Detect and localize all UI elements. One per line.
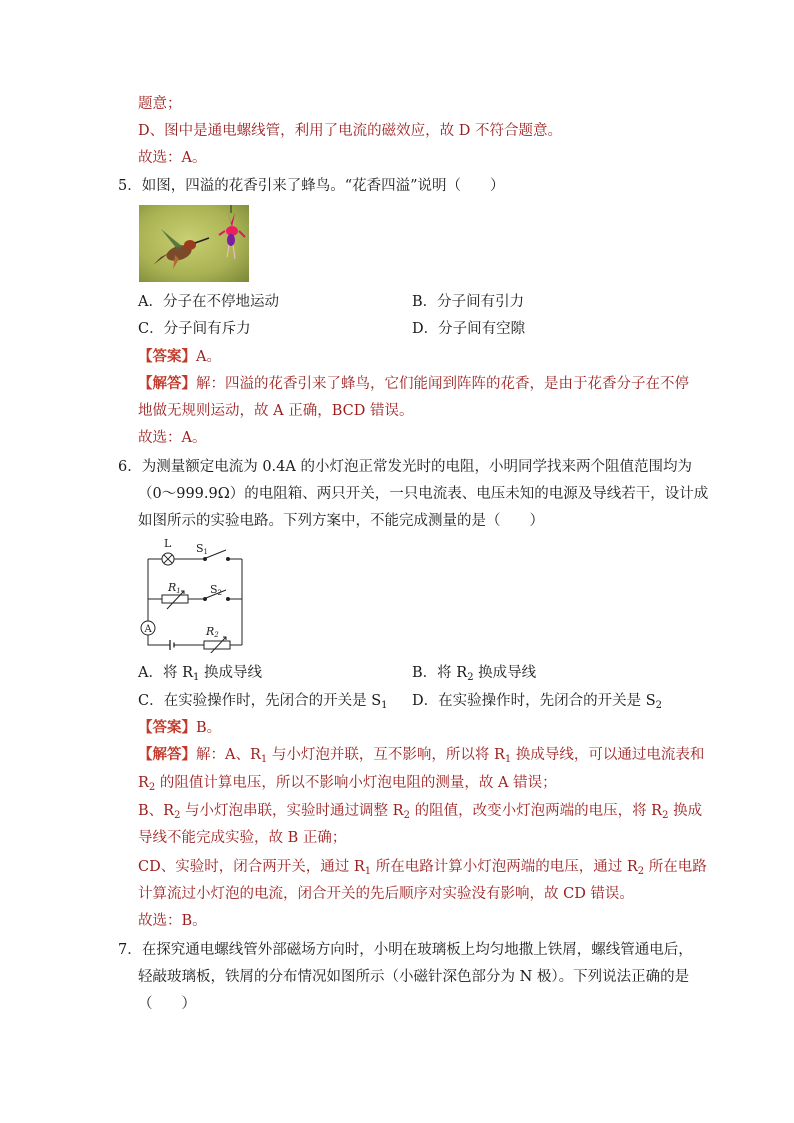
r1-label: R1 [168, 581, 181, 595]
q5-option-b: B．分子间有引力 [412, 294, 525, 310]
q5-answer: 【答案】A。 [138, 348, 221, 365]
q5-analysis-1: 【解答】解：四溢的花香引来了蜂鸟，它们能闻到阵阵的花香，是由于花香分子在不停 [138, 375, 689, 392]
s1-label: S1 [196, 542, 209, 556]
lamp-label: L [164, 537, 172, 550]
q6-option-c: C．在实验操作时，先闭合的开关是 $S_1$ [138, 693, 388, 711]
switch-s1 [206, 550, 226, 558]
prev-line-2: D、图中是通电螺线管，利用了电流的磁效应，故 D 不符合题意。 [138, 123, 562, 139]
q5-option-a: A．分子在不停地运动 [138, 294, 279, 310]
circuit-diagram [134, 535, 254, 653]
q6-analysis-4: 导线不能完成实验，故 B 正确； [138, 830, 347, 846]
q6-analysis-6: 计算流过小灯泡的电流，闭合开关的先后顺序对实验没有影响，故 CD 错误。 [138, 886, 634, 902]
q7-stem-1: 7．在探究通电螺线管外部磁场方向时，小明在玻璃板上均匀地撒上铁屑，螺线管通电后， [118, 942, 693, 958]
prev-line-1: 题意； [138, 96, 182, 112]
r2-label: R2 [206, 625, 219, 639]
q6-stem-2: （0～999.9Ω）的电阻箱、两只开关，一只电流表、电压未知的电源及导线若干，设计成 [138, 486, 709, 502]
q6-option-a: A．将 $R_1$ 换成导线 [138, 665, 262, 683]
q6-stem-1: 6．为测量额定电流为 0.4A 的小灯泡正常发光时的电阻，小明同学找来两个阻值范围均为 [118, 459, 692, 475]
q6-analysis-2: $R_2$ 的阻值计算电压，所以不影响小灯泡电阻的测量，故 A 错误； [138, 775, 557, 793]
battery-symbol [170, 640, 174, 650]
hummingbird-image [139, 205, 249, 282]
q6-answer: 【答案】B。 [138, 719, 222, 736]
q7-stem-2: 轻敲玻璃板，铁屑的分布情况如图所示（小磁针深色部分为 N 极）。下列说法正确的是 [138, 969, 690, 985]
q5-conclusion: 故选：A。 [138, 430, 207, 446]
q5-option-d: D．分子间有空隙 [412, 321, 526, 337]
q6-analysis-5: CD、实验时，闭合两开关，通过 $R_1$ 所在电路计算小灯泡两端的电压，通过 $R_2$ 所在电路 [138, 859, 707, 877]
q7-stem-3: （ ） [138, 996, 196, 1012]
q6-analysis-3: B、$R_2$ 与小灯泡串联，实验时通过调整 $R_2$ 的阻值，改变小灯泡两端的电压，将 $R_2$ 换成 [138, 803, 703, 821]
q5-stem: 5．如图，四溢的花香引来了蜂鸟。“花香四溢”说明（ ） [118, 178, 505, 194]
resistor-r1 [162, 595, 188, 603]
ammeter-label: A [144, 624, 152, 635]
q6-analysis-1: 【解答】解：A、$R_1$ 与小灯泡并联，互不影响，所以将 $R_1$ 换成导线，可以通过电流表和 [138, 746, 705, 765]
q6-option-b: B．将 $R_2$ 换成导线 [412, 665, 537, 683]
q5-analysis-2: 地做无规则运动，故 A 正确，BCD 错误。 [138, 403, 414, 419]
q6-conclusion: 故选：B。 [138, 913, 207, 929]
s2-label: S2 [210, 583, 223, 597]
resistor-r2 [204, 641, 230, 649]
q6-option-d: D．在实验操作时，先闭合的开关是 $S_2$ [412, 693, 663, 711]
q5-option-c: C．分子间有斥力 [138, 321, 251, 337]
prev-conclusion: 故选：A。 [138, 150, 207, 166]
q6-stem-3: 如图所示的实验电路。下列方案中，不能完成测量的是（ ） [138, 513, 544, 529]
